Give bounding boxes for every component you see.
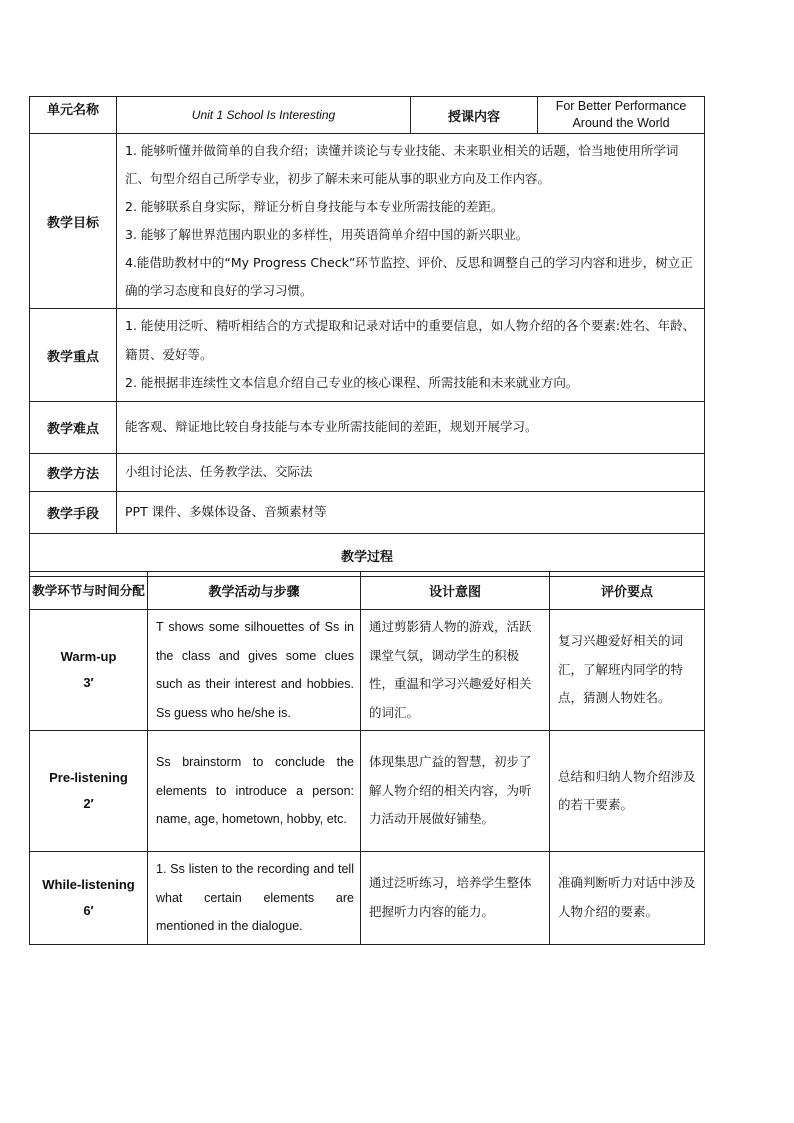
stage-cell	[30, 852, 148, 945]
activity-cell: T shows some silhouettes of Ss in the class and gives some clues such as their interest and hobbies. Ss guess who he/she is.	[148, 610, 361, 731]
evaluation-cell: 准确判断听力对话中涉及人物介绍的要素。	[550, 852, 705, 945]
objectives-label: 教学目标	[30, 134, 117, 309]
difficulty-text: 能客观、辩证地比较自身技能与本专业所需技能间的差距，规划开展学习。	[117, 402, 705, 454]
process-title: 教学过程	[30, 534, 705, 577]
header-activity: 教学活动与步骤	[148, 572, 361, 610]
stage-cell	[30, 610, 148, 731]
objectives-content	[117, 134, 705, 309]
evaluation-cell: 复习兴趣爱好相关的词汇，了解班内同学的特点，猜测人物姓名。	[550, 610, 705, 731]
means-text: PPT 课件、多媒体设备、音频素材等	[117, 492, 705, 534]
table-row	[30, 731, 705, 852]
content-label: 授课内容	[411, 97, 538, 134]
stage-cell	[30, 731, 148, 852]
header-stage-time: 教学环节与时间分配	[30, 572, 148, 610]
key-point-item: 1. 能使用泛听、精听相结合的方式提取和记录对话中的重要信息，如人物介绍的各个要素:姓名、年龄、籍贯、爱好等。	[125, 318, 696, 362]
stage-name: Pre-listening	[49, 770, 128, 785]
intent-cell: 通过剪影猜人物的游戏，活跃课堂气氛，调动学生的积极性，重温和学习兴趣爱好相关的词汇。	[361, 610, 550, 731]
activity-cell: 1. Ss listen to the recording and tell what certain elements are mentioned in the dialogue.	[148, 852, 361, 945]
process-table	[29, 571, 705, 945]
intent-cell: 体现集思广益的智慧，初步了解人物介绍的相关内容，为听力活动开展做好铺垫。	[361, 731, 550, 852]
objective-item: 3. 能够了解世界范围内职业的多样性，用英语简单介绍中国的新兴职业。	[125, 227, 529, 242]
key-points-content	[117, 309, 705, 402]
stage-name: Warm-up	[60, 649, 117, 664]
method-text: 小组讨论法、任务教学法、交际法	[117, 454, 705, 492]
key-point-item: 2. 能根据非连续性文本信息介绍自己专业的核心课程、所需技能和未来就业方向。	[125, 375, 579, 391]
unit-name-label: 单元名称	[30, 97, 117, 134]
means-label: 教学手段	[30, 492, 117, 534]
stage-time: 6′	[83, 902, 94, 918]
stage-name: While-listening	[42, 876, 135, 892]
key-points-label: 教学重点	[30, 309, 117, 402]
stage-time: 2′	[83, 796, 94, 811]
unit-name-value: Unit 1 School Is Interesting	[117, 97, 411, 134]
table-row	[30, 610, 705, 731]
method-label: 教学方法	[30, 454, 117, 492]
table-row	[30, 852, 705, 945]
lesson-info-table	[29, 96, 705, 577]
header-intent: 设计意图	[361, 572, 550, 610]
objective-item: 4.能借助教材中的“My Progress Check”环节监控、评价、反思和调整自己的学习内容和进步，树立正确的学习态度和良好的学习习惯。	[125, 255, 693, 298]
intent-cell: 通过泛听练习，培养学生整体把握听力内容的能力。	[361, 852, 550, 945]
content-value: For Better Performance Around the World	[538, 97, 705, 134]
objective-item: 2. 能够联系自身实际，辩证分析自身技能与本专业所需技能的差距。	[125, 199, 504, 214]
header-evaluation: 评价要点	[550, 572, 705, 610]
evaluation-cell: 总结和归纳人物介绍涉及的若干要素。	[550, 731, 705, 852]
stage-time: 3′	[83, 675, 94, 690]
activity-cell: Ss brainstorm to conclude the elements to introduce a person: name, age, hometown, hobby, etc.	[148, 731, 361, 852]
objective-item: 1. 能够听懂并做简单的自我介绍；读懂并谈论与专业技能、未来职业相关的话题，恰当地使用所学词汇、句型介绍自己所学专业，初步了解未来可能从事的职业方向及工作内容。	[125, 143, 679, 186]
difficulty-label: 教学难点	[30, 402, 117, 454]
